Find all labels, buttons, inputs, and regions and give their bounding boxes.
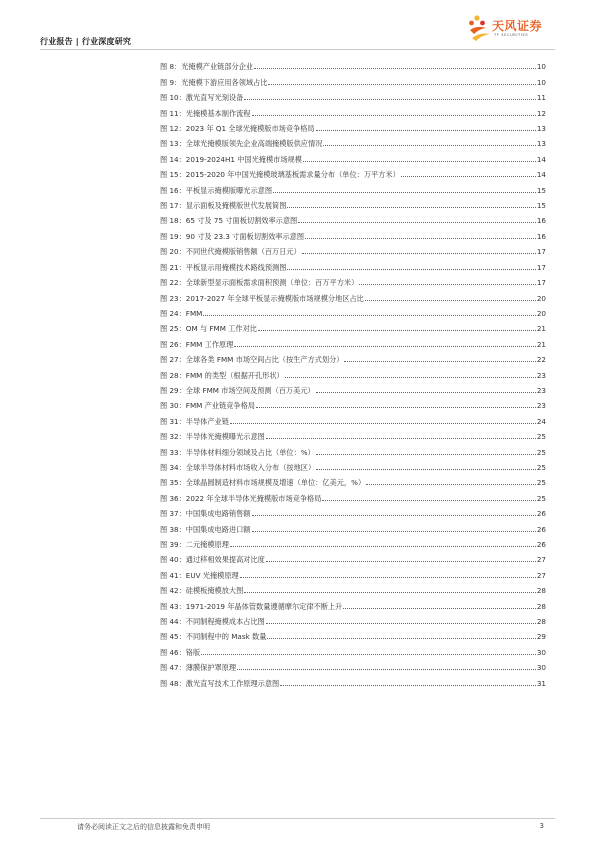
toc-entry-page: 25 [536, 432, 546, 442]
company-logo [468, 14, 563, 48]
toc-entry-label: 图 23：2017-2027 年全球平板显示掩模版市场规模分地区占比 [160, 293, 364, 303]
toc-entry-label: 图 46：铬版 [160, 647, 201, 657]
toc-leader-dots [256, 406, 536, 408]
toc-entry-page: 23 [536, 370, 546, 380]
toc-entry[interactable] [160, 457, 546, 472]
toc-entry[interactable] [160, 410, 546, 425]
toc-entry-label: 图 45：不同制程中的 Mask 数量 [160, 632, 267, 642]
toc-entry-label: 图 9：光掩模下游应用各领域占比 [160, 77, 268, 87]
toc-entry-page: 11 [536, 93, 546, 103]
toc-entry-page: 30 [536, 663, 546, 673]
toc-entry-label: 图 22：全球新型显示面板需求面积预测（单位：百万平方米） [160, 278, 359, 288]
toc-leader-dots [244, 591, 536, 593]
toc-entry[interactable] [160, 564, 546, 579]
toc-entry[interactable] [160, 179, 546, 194]
toc-leader-dots [244, 98, 536, 100]
toc-leader-dots [280, 684, 536, 686]
toc-entry-page: 31 [536, 678, 546, 688]
toc-entry-label: 图 31：半导体产业链 [160, 416, 229, 426]
toc-leader-dots [365, 299, 536, 301]
logo-mark-icon [468, 14, 492, 44]
toc-entry-page: 21 [536, 339, 546, 349]
toc-leader-dots [344, 360, 535, 362]
toc-leader-dots [266, 622, 536, 624]
toc-entry[interactable] [160, 118, 546, 133]
toc-leader-dots [203, 314, 536, 316]
toc-entry[interactable] [160, 641, 546, 656]
toc-entry[interactable] [160, 256, 546, 271]
toc-entry[interactable] [160, 87, 546, 102]
toc-leader-dots [343, 607, 536, 609]
toc-entry-page: 25 [536, 447, 546, 457]
toc-entry-page: 14 [536, 154, 546, 164]
toc-entry-label: 图 33：半导体材料细分领域及占比（单位：%） [160, 447, 315, 457]
toc-leader-dots [237, 668, 536, 670]
toc-entry-label: 图 36：2022 年全球半导体光掩模版市场竞争格局 [160, 493, 322, 503]
toc-entry-page: 24 [536, 416, 546, 426]
toc-entry-page: 26 [536, 540, 546, 549]
toc-entry-label: 图 42：硅模板掩模放大图 [160, 586, 244, 596]
toc-entry-label: 图 47：薄膜保护罩原理 [160, 663, 237, 673]
toc-entry[interactable] [160, 349, 546, 364]
toc-entry-page: 10 [536, 62, 546, 72]
toc-entry-page: 29 [536, 632, 546, 642]
toc-leader-dots [322, 499, 535, 501]
toc-entry-label: 图 14：2019-2024H1 中国光掩模市场规模 [160, 154, 302, 164]
toc-entry[interactable] [160, 225, 546, 240]
toc-entry-label: 图 27：全球各类 FMM 市场空间占比（按生产方式划分） [160, 355, 344, 365]
toc-entry[interactable] [160, 472, 546, 487]
toc-entry[interactable] [160, 210, 546, 225]
toc-entry[interactable] [160, 71, 546, 86]
toc-entry-label: 图 34：全球半导体材料市场收入分布（按地区） [160, 462, 316, 472]
toc-entry[interactable] [160, 657, 546, 672]
toc-entry-label: 图 15：2015-2020 年中国光掩模玻璃基板需求量分布（单位：万平方米） [160, 170, 400, 180]
toc-entry[interactable] [160, 595, 546, 610]
toc-entry-page: 14 [536, 170, 546, 180]
toc-entry-page: 23 [536, 401, 546, 411]
toc-leader-dots [298, 221, 536, 223]
toc-entry[interactable] [160, 318, 546, 333]
toc-entry-label: 图 19：90 寸及 23.3 寸面板切割效率示意图 [160, 231, 305, 241]
toc-entry-page: 27 [536, 555, 546, 565]
toc-entry-page: 28 [536, 617, 546, 627]
toc-leader-dots [252, 114, 536, 116]
toc-entry-label: 图 8：光掩模产业链部分企业 [160, 62, 254, 72]
toc-leader-dots [230, 545, 536, 547]
toc-entry-label: 图 28：FMM 的类型（根据开孔形状） [160, 370, 284, 380]
header-divider [40, 49, 555, 50]
toc-entry[interactable] [160, 164, 546, 179]
toc-leader-dots [201, 653, 536, 655]
toc-leader-dots [303, 160, 536, 162]
toc-entry-label: 图 39：二元掩模原理 [160, 540, 229, 549]
toc-entry-page: 23 [536, 385, 546, 395]
toc-leader-dots [268, 83, 535, 85]
toc-leader-dots [267, 637, 535, 639]
toc-entry-label: 图 10：激光直写光刻设备 [160, 93, 244, 103]
toc-leader-dots [287, 206, 535, 208]
page-number: 3 [539, 822, 544, 830]
toc-leader-dots [316, 468, 536, 470]
toc-entry[interactable] [160, 133, 546, 148]
toc-entry-label: 图 35：全球晶圆制造材料市场规模及增速（单位：亿美元，%） [160, 478, 366, 488]
toc-leader-dots [316, 453, 536, 455]
toc-entry[interactable] [160, 195, 546, 210]
toc-entry-label: 图 25：OM 与 FMM 工作对比 [160, 324, 257, 334]
toc-entry-label: 图 32：半导体光掩模曝光示意图 [160, 432, 265, 442]
toc-entry[interactable] [160, 487, 546, 502]
logo-text-en: TF SECURITIES [494, 33, 529, 37]
logo-text-cn: 天风证券 [492, 19, 543, 33]
toc-entry-label: 图 37：中国集成电路销售额 [160, 509, 251, 519]
toc-entry-page: 30 [536, 647, 546, 657]
toc-leader-dots [234, 345, 535, 347]
toc-entry-label: 图 30：FMM 产业链竞争格局 [160, 401, 255, 411]
footer-disclaimer: 请务必阅读正文之后的信息披露和免责申明 [77, 823, 210, 831]
toc-entry[interactable] [160, 626, 546, 641]
toc-entry-page: 15 [536, 185, 546, 195]
toc-entry[interactable] [160, 395, 546, 410]
toc-entry-label: 图 44：不同制程掩模成本占比图 [160, 617, 265, 627]
toc-entry[interactable] [160, 380, 546, 395]
toc-entry-label: 图 13：全球光掩模版领先企业高端掩模版供应情况 [160, 139, 323, 149]
toc-entry[interactable] [160, 549, 546, 564]
toc-entry-page: 16 [536, 231, 546, 241]
toc-entry[interactable] [160, 503, 546, 518]
toc-entry-page: 17 [536, 262, 546, 272]
toc-leader-dots [287, 268, 535, 270]
toc-leader-dots [230, 422, 536, 424]
toc-leader-dots [323, 144, 535, 146]
toc-leader-dots [305, 237, 536, 239]
toc-entry[interactable] [160, 534, 546, 549]
toc-entry-label: 图 48：激光直写技术工作原理示意图 [160, 678, 280, 688]
footer-divider [40, 818, 555, 819]
toc-entry-label: 图 38：中国集成电路进口额 [160, 524, 251, 534]
toc-entry-page: 10 [536, 77, 546, 87]
toc-entry-page: 27 [536, 570, 546, 580]
toc-leader-dots [240, 576, 536, 578]
toc-entry-page: 25 [536, 462, 546, 472]
toc-entry-page: 21 [536, 324, 546, 334]
toc-leader-dots [266, 560, 536, 562]
toc-entry-page: 13 [536, 124, 546, 134]
toc-entry-page: 25 [536, 493, 546, 503]
toc-entry-label: 图 12：2023 年 Q1 全球光掩模版市场竞争格局 [160, 124, 315, 134]
report-category: 行业报告 | 行业深度研究 [40, 37, 132, 46]
toc-entry-label: 图 40：通过移相效果提高对比度 [160, 555, 265, 565]
toc-entry[interactable] [160, 148, 546, 163]
toc-entry[interactable] [160, 611, 546, 626]
toc-entry[interactable] [160, 303, 546, 318]
toc-leader-dots [254, 67, 536, 69]
toc-entry[interactable] [160, 364, 546, 379]
toc-entry[interactable] [160, 102, 546, 117]
figure-index-list [160, 56, 546, 688]
toc-entry-page: 12 [536, 108, 546, 118]
toc-entry-page: 28 [536, 601, 546, 611]
toc-entry-page: 17 [536, 247, 546, 257]
toc-entry-label: 图 26：FMM 工作原理 [160, 339, 234, 349]
toc-entry[interactable] [160, 56, 546, 71]
toc-entry-label: 图 41：EUV 光掩模原理 [160, 570, 239, 580]
toc-entry-label: 图 18：65 寸及 75 寸面板切割效率示意图 [160, 216, 298, 226]
toc-entry[interactable] [160, 426, 546, 441]
toc-entry-label: 图 11：光掩模基本制作流程 [160, 108, 251, 118]
toc-leader-dots [316, 129, 536, 131]
toc-leader-dots [285, 376, 536, 378]
toc-leader-dots [316, 391, 536, 393]
toc-entry[interactable] [160, 580, 546, 595]
toc-entry-page: 26 [536, 509, 546, 519]
toc-entry-page: 13 [536, 139, 546, 149]
toc-entry[interactable] [160, 272, 546, 287]
toc-leader-dots [359, 283, 536, 285]
toc-leader-dots [401, 175, 536, 177]
toc-entry[interactable] [160, 441, 546, 456]
toc-entry-label: 图 29：全球 FMM 市场空间及预测（百万美元） [160, 385, 315, 395]
toc-entry-page: 20 [536, 308, 546, 318]
toc-entry[interactable] [160, 333, 546, 348]
toc-leader-dots [252, 514, 536, 516]
toc-entry-page: 17 [536, 278, 546, 288]
toc-leader-dots [273, 191, 536, 193]
toc-entry-label: 图 24：FMM [160, 308, 203, 318]
toc-entry-label: 图 21：平板显示用掩模技术路线预测图 [160, 262, 287, 272]
toc-entry-label: 图 17：显示面板及掩模版世代发展简图 [160, 201, 287, 211]
toc-entry-label: 图 16：平板显示掩模版曝光示意图 [160, 185, 273, 195]
toc-entry-page: 22 [536, 355, 546, 365]
toc-entry[interactable] [160, 672, 546, 687]
toc-leader-dots [258, 329, 536, 331]
toc-entry-page: 26 [536, 524, 546, 534]
toc-leader-dots [366, 483, 536, 485]
toc-entry[interactable] [160, 241, 546, 256]
toc-leader-dots [266, 437, 536, 439]
toc-entry-page: 25 [536, 478, 546, 488]
toc-entry-label: 图 43：1971-2019 年晶体管数量遵循摩尔定律不断上升 [160, 601, 343, 611]
toc-entry-page: 28 [536, 586, 546, 596]
toc-leader-dots [302, 252, 536, 254]
toc-entry-label: 图 20：不同世代掩模版销售额（百万日元） [160, 247, 301, 257]
toc-leader-dots [252, 530, 536, 532]
toc-entry-page: 15 [536, 201, 546, 211]
toc-entry[interactable] [160, 287, 546, 302]
toc-entry-page: 16 [536, 216, 546, 226]
toc-entry-page: 20 [536, 293, 546, 303]
toc-entry[interactable] [160, 518, 546, 533]
